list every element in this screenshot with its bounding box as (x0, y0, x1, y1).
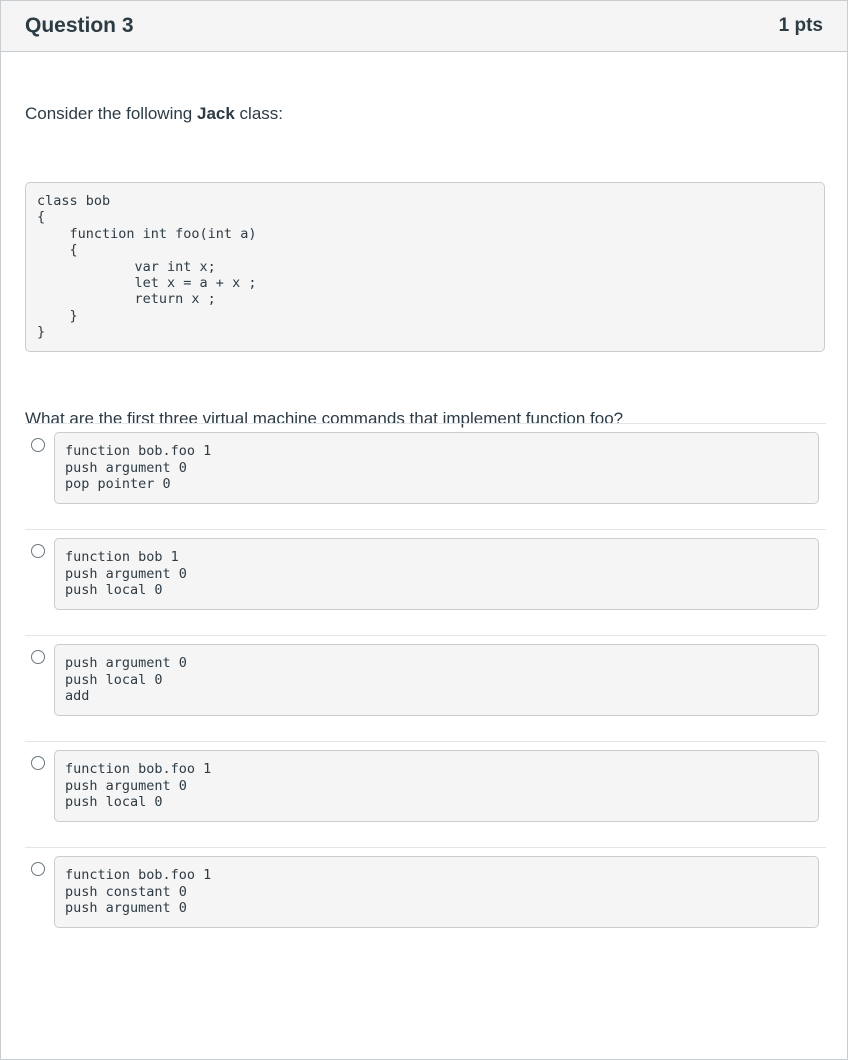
answer-code (54, 432, 819, 504)
question-title: Question 3 (25, 14, 134, 37)
radio-button-icon[interactable] (31, 650, 45, 664)
answer-option-5[interactable] (25, 847, 826, 953)
radio-button-icon[interactable] (31, 862, 45, 876)
answer-option-4[interactable] (25, 741, 826, 847)
answer-code (54, 644, 819, 716)
answer-line: push local 0 (65, 671, 163, 688)
radio-button-icon[interactable] (31, 438, 45, 452)
question-header (1, 1, 847, 52)
answer-line: function bob.foo 1 (65, 443, 212, 459)
answer-code (54, 538, 819, 610)
jack-code-block: class bob { function int foo(int a) { var int x; let x = a + x ; return x ; } } (25, 182, 825, 352)
answer-line: add (65, 688, 90, 705)
answer-line: pop pointer 0 (65, 476, 171, 493)
answer-line: push argument 0 (65, 655, 187, 671)
answer-line: push argument 0 (65, 777, 187, 794)
answer-line: push local 0 (65, 582, 163, 599)
answer-line: push local 0 (65, 794, 163, 811)
answer-option-2[interactable] (25, 529, 826, 635)
intro-suffix: class: (234, 104, 283, 123)
answer-code (54, 856, 819, 928)
answer-line: function bob.foo 1 (65, 867, 212, 883)
answer-list (25, 423, 826, 953)
answer-line: function bob 1 (65, 549, 179, 565)
answer-line: push argument 0 (65, 565, 187, 582)
radio-button-icon[interactable] (31, 756, 45, 770)
answer-code (54, 750, 819, 822)
question-intro (25, 104, 283, 124)
intro-prefix: Consider the following (25, 104, 197, 123)
answer-line: push argument 0 (65, 900, 187, 917)
question-prompt: What are the first three virtual machine commands that implement function foo? (25, 409, 624, 428)
answer-option-3[interactable] (25, 635, 826, 741)
answer-line: push constant 0 (65, 883, 187, 900)
radio-button-icon[interactable] (31, 544, 45, 558)
answer-line: function bob.foo 1 (65, 761, 212, 777)
question-points: 1 pts (778, 15, 823, 36)
answer-option-1[interactable] (25, 423, 826, 529)
intro-bold: Jack (196, 104, 235, 123)
answer-line: push argument 0 (65, 459, 187, 476)
